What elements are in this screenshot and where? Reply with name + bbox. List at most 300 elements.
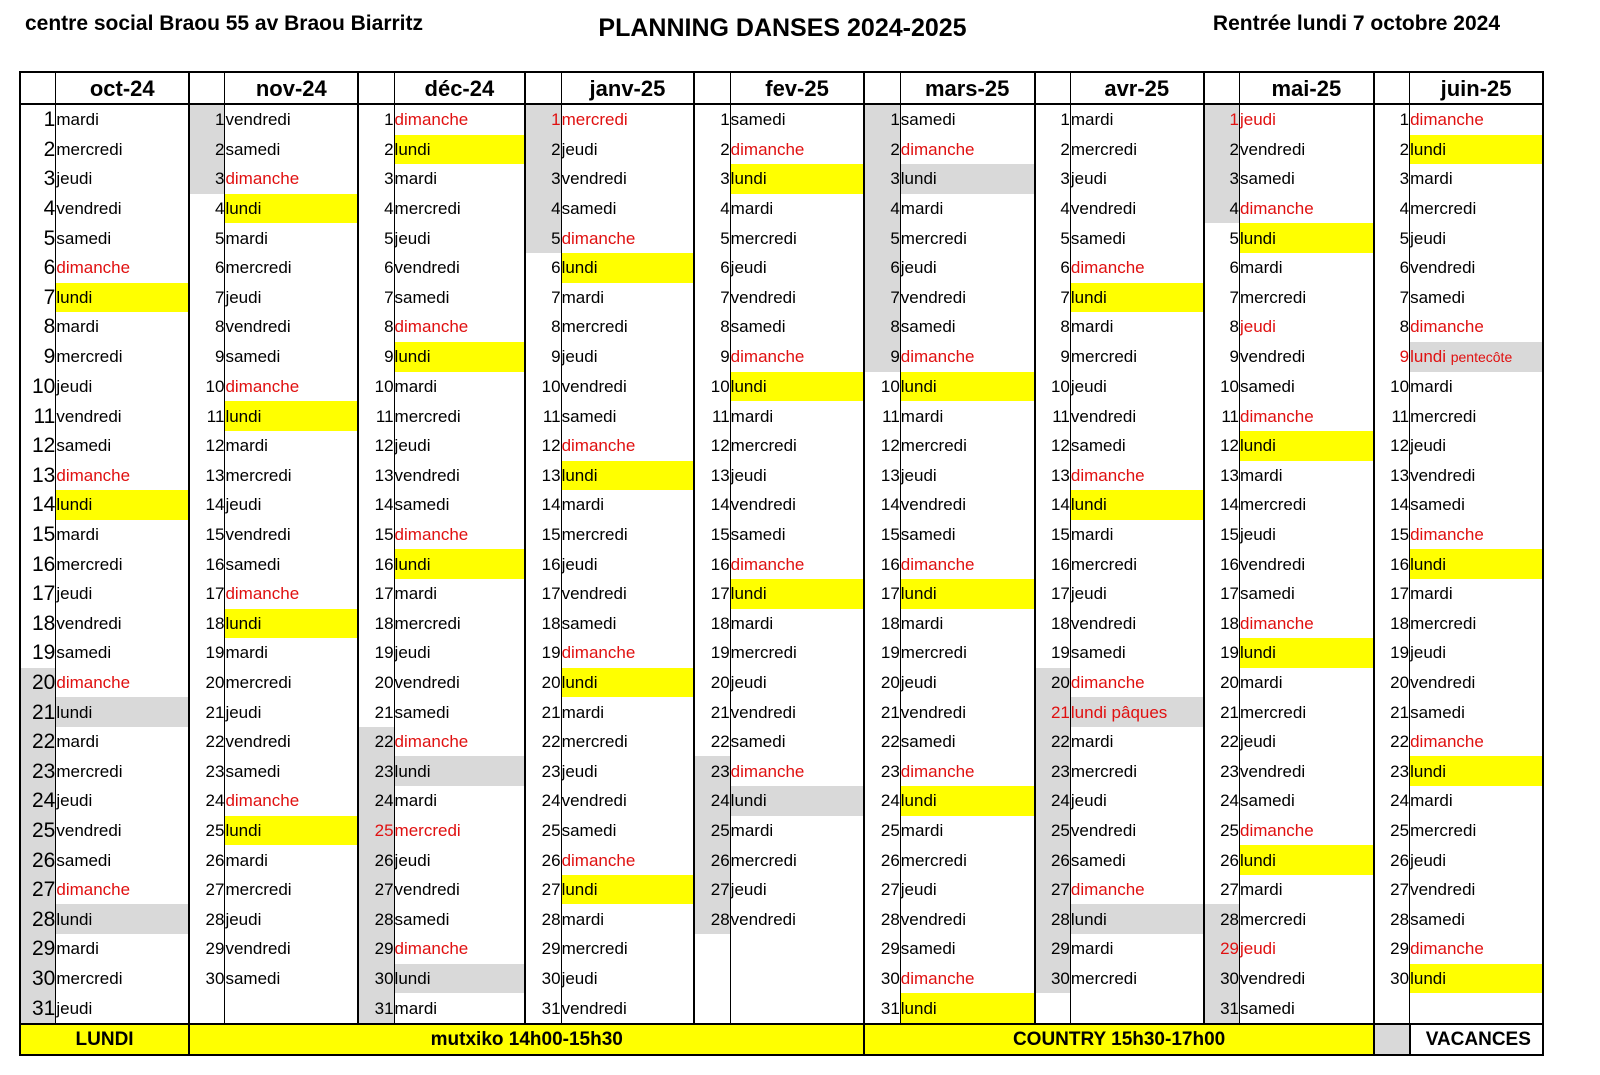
day-number: 23 <box>1204 756 1240 786</box>
day-number: 29 <box>1374 934 1410 964</box>
day-number: 26 <box>694 845 730 875</box>
weekday-cell: vendredi <box>730 904 864 934</box>
weekday-cell: mercredi <box>56 964 189 994</box>
weekday-cell: samedi <box>1070 223 1203 253</box>
calendar-row <box>20 312 1543 342</box>
weekday-cell: mardi <box>225 845 358 875</box>
weekday-cell: dimanche <box>730 549 864 579</box>
day-number: 23 <box>189 756 225 786</box>
day-number: 4 <box>1374 194 1410 224</box>
day-number: 10 <box>694 372 730 402</box>
day-number: 7 <box>189 283 225 313</box>
calendar-row <box>20 164 1543 194</box>
weekday-cell: mardi <box>900 816 1034 846</box>
weekday-cell <box>730 964 864 994</box>
weekday-cell: jeudi <box>900 253 1034 283</box>
weekday-cell: vendredi <box>1239 342 1373 372</box>
weekday-cell: vendredi <box>730 490 864 520</box>
weekday-cell: mardi <box>561 283 694 313</box>
day-number: 18 <box>864 609 900 639</box>
weekday-cell: mardi <box>730 194 864 224</box>
weekday-cell: dimanche <box>1410 312 1543 342</box>
weekday-cell: dimanche <box>561 845 694 875</box>
weekday-cell: lundi <box>730 579 864 609</box>
weekday-cell: mercredi <box>394 816 525 846</box>
day-number: 13 <box>1035 461 1071 491</box>
weekday-cell: jeudi <box>1239 727 1373 757</box>
weekday-cell: mercredi <box>56 342 189 372</box>
weekday-cell: dimanche <box>56 461 189 491</box>
day-number: 1 <box>358 104 394 135</box>
day-number: 10 <box>525 372 561 402</box>
day-number: 21 <box>864 697 900 727</box>
weekday-cell: samedi <box>1239 786 1373 816</box>
weekday-cell: dimanche <box>225 786 358 816</box>
day-number: 29 <box>864 934 900 964</box>
weekday-cell: mardi <box>225 431 358 461</box>
day-number: 11 <box>1204 401 1240 431</box>
weekday-cell: samedi <box>561 194 694 224</box>
day-number: 16 <box>864 549 900 579</box>
day-number: 3 <box>864 164 900 194</box>
weekday-cell: samedi <box>730 104 864 135</box>
day-number: 19 <box>525 638 561 668</box>
day-number: 21 <box>694 697 730 727</box>
weekday-cell: mercredi <box>561 727 694 757</box>
weekday-cell: mercredi <box>1070 135 1203 165</box>
weekday-cell: samedi <box>900 934 1034 964</box>
day-number: 9 <box>1204 342 1240 372</box>
day-number: 13 <box>864 461 900 491</box>
weekday-cell: mardi <box>56 934 189 964</box>
day-number: 14 <box>20 490 56 520</box>
calendar-row <box>20 609 1543 639</box>
day-number: 21 <box>358 697 394 727</box>
weekday-cell: dimanche <box>900 135 1034 165</box>
day-number: 2 <box>189 135 225 165</box>
weekday-cell: lundi <box>730 164 864 194</box>
day-number: 14 <box>358 490 394 520</box>
day-number: 30 <box>525 964 561 994</box>
day-number: 12 <box>525 431 561 461</box>
weekday-cell: jeudi <box>730 461 864 491</box>
weekday-cell: vendredi <box>56 609 189 639</box>
day-number: 9 <box>20 342 56 372</box>
weekday-cell: mercredi <box>561 312 694 342</box>
weekday-cell: dimanche <box>900 342 1034 372</box>
day-number: 22 <box>1204 727 1240 757</box>
weekday-cell: lundi <box>394 964 525 994</box>
weekday-cell: vendredi <box>1239 756 1373 786</box>
weekday-cell: mardi <box>225 223 358 253</box>
day-number: 26 <box>864 845 900 875</box>
day-number: 3 <box>694 164 730 194</box>
weekday-cell: vendredi <box>900 697 1034 727</box>
day-number: 31 <box>20 993 56 1024</box>
month-header: déc-24 <box>394 72 525 104</box>
weekday-cell: lundi <box>56 904 189 934</box>
day-number: 16 <box>1374 549 1410 579</box>
weekday-cell: lundi <box>1070 904 1203 934</box>
day-number: 22 <box>525 727 561 757</box>
weekday-cell: samedi <box>900 312 1034 342</box>
day-number: 31 <box>864 993 900 1024</box>
day-number: 22 <box>189 727 225 757</box>
weekday-cell: mercredi <box>730 638 864 668</box>
weekday-cell: vendredi <box>730 697 864 727</box>
weekday-cell: mercredi <box>730 431 864 461</box>
day-number: 28 <box>525 904 561 934</box>
day-number: 11 <box>189 401 225 431</box>
day-number: 30 <box>20 964 56 994</box>
calendar-row <box>20 372 1543 402</box>
start-date-note: Rentrée lundi 7 octobre 2024 <box>1212 12 1500 35</box>
weekday-cell: vendredi <box>561 579 694 609</box>
day-number: 17 <box>358 579 394 609</box>
day-number: 16 <box>189 549 225 579</box>
day-number: 25 <box>358 816 394 846</box>
weekday-cell: dimanche <box>1239 194 1373 224</box>
weekday-cell: samedi <box>394 283 525 313</box>
day-number: 14 <box>189 490 225 520</box>
day-number: 4 <box>864 194 900 224</box>
weekday-cell: mardi <box>730 816 864 846</box>
weekday-cell: lundi <box>1239 638 1373 668</box>
weekday-cell: lundi <box>225 816 358 846</box>
month-header-blank <box>864 72 900 104</box>
weekday-cell: dimanche <box>900 756 1034 786</box>
weekday-cell: vendredi <box>561 786 694 816</box>
weekday-cell: lundi pentecôte <box>1410 342 1543 372</box>
day-number: 24 <box>864 786 900 816</box>
day-number: 22 <box>1035 727 1071 757</box>
weekday-cell: jeudi <box>225 697 358 727</box>
weekday-cell: mardi <box>394 993 525 1024</box>
weekday-cell <box>1070 993 1203 1024</box>
day-number: 8 <box>694 312 730 342</box>
weekday-cell: jeudi <box>394 845 525 875</box>
weekday-cell: lundi <box>225 609 358 639</box>
weekday-cell: vendredi <box>394 668 525 698</box>
day-number: 9 <box>864 342 900 372</box>
day-number <box>694 964 730 994</box>
day-number: 1 <box>525 104 561 135</box>
weekday-cell: jeudi <box>1410 223 1543 253</box>
weekday-cell: dimanche <box>561 223 694 253</box>
day-number: 27 <box>864 875 900 905</box>
day-number: 6 <box>525 253 561 283</box>
calendar-row <box>20 520 1543 550</box>
day-number: 5 <box>358 223 394 253</box>
weekday-cell: jeudi <box>900 668 1034 698</box>
day-number: 26 <box>358 845 394 875</box>
weekday-cell: dimanche <box>900 549 1034 579</box>
day-number: 28 <box>864 904 900 934</box>
day-number: 15 <box>189 520 225 550</box>
legend-row <box>20 1024 1543 1055</box>
weekday-cell: jeudi <box>1070 579 1203 609</box>
weekday-cell: lundi <box>561 253 694 283</box>
weekday-cell: samedi <box>56 845 189 875</box>
weekday-cell: mercredi <box>561 520 694 550</box>
weekday-cell: samedi <box>1410 904 1543 934</box>
weekday-cell: lundi <box>394 135 525 165</box>
day-number: 25 <box>189 816 225 846</box>
weekday-cell: samedi <box>1239 579 1373 609</box>
weekday-cell: jeudi <box>56 164 189 194</box>
day-number: 5 <box>20 223 56 253</box>
month-header: mai-25 <box>1239 72 1373 104</box>
day-number: 9 <box>525 342 561 372</box>
weekday-cell: lundi <box>1410 964 1543 994</box>
calendar-row <box>20 904 1543 934</box>
weekday-cell: dimanche <box>1410 520 1543 550</box>
day-number: 10 <box>20 372 56 402</box>
day-number: 4 <box>694 194 730 224</box>
day-number: 29 <box>1035 934 1071 964</box>
day-number: 9 <box>358 342 394 372</box>
day-number: 23 <box>20 756 56 786</box>
month-header: fev-25 <box>730 72 864 104</box>
day-number: 26 <box>525 845 561 875</box>
weekday-cell: jeudi <box>56 579 189 609</box>
day-number: 27 <box>1374 875 1410 905</box>
day-number: 12 <box>1204 431 1240 461</box>
weekday-cell: mercredi <box>394 609 525 639</box>
day-number: 10 <box>358 372 394 402</box>
weekday-cell: samedi <box>561 816 694 846</box>
day-number: 19 <box>694 638 730 668</box>
weekday-cell: lundi <box>1239 845 1373 875</box>
weekday-cell: mardi <box>56 727 189 757</box>
weekday-cell: mardi <box>56 312 189 342</box>
day-number: 6 <box>20 253 56 283</box>
day-number: 28 <box>358 904 394 934</box>
day-number: 18 <box>358 609 394 639</box>
weekday-cell: samedi <box>730 727 864 757</box>
weekday-cell: dimanche <box>900 964 1034 994</box>
day-number: 1 <box>1374 104 1410 135</box>
weekday-cell: mardi <box>1239 668 1373 698</box>
day-number: 12 <box>358 431 394 461</box>
day-number: 25 <box>1035 816 1071 846</box>
dance-planning-calendar <box>19 71 1544 1056</box>
weekday-cell: mardi <box>394 164 525 194</box>
day-number: 25 <box>1204 816 1240 846</box>
legend-mutxiko: mutxiko 14h00-15h30 <box>189 1024 864 1055</box>
weekday-cell: mercredi <box>900 431 1034 461</box>
day-number: 14 <box>1035 490 1071 520</box>
weekday-cell: samedi <box>1410 283 1543 313</box>
weekday-cell: jeudi <box>900 875 1034 905</box>
weekday-cell: mardi <box>1070 312 1203 342</box>
day-number: 24 <box>525 786 561 816</box>
weekday-cell: lundi <box>394 342 525 372</box>
calendar-row <box>20 727 1543 757</box>
weekday-cell: dimanche <box>1410 104 1543 135</box>
weekday-cell: dimanche <box>1239 609 1373 639</box>
weekday-cell: vendredi <box>1410 253 1543 283</box>
weekday-cell: samedi <box>394 697 525 727</box>
weekday-cell: lundi <box>56 697 189 727</box>
weekday-cell: samedi <box>1410 697 1543 727</box>
day-number: 12 <box>694 431 730 461</box>
weekday-cell: lundi <box>394 549 525 579</box>
weekday-cell: jeudi <box>56 372 189 402</box>
day-number: 20 <box>1204 668 1240 698</box>
weekday-cell: mercredi <box>1410 816 1543 846</box>
weekday-cell: jeudi <box>225 904 358 934</box>
day-number: 22 <box>694 727 730 757</box>
day-number: 29 <box>358 934 394 964</box>
weekday-cell: mardi <box>1070 520 1203 550</box>
day-number: 1 <box>1035 104 1071 135</box>
day-number: 20 <box>1035 668 1071 698</box>
weekday-cell: vendredi <box>1070 401 1203 431</box>
day-number: 21 <box>525 697 561 727</box>
weekday-cell: jeudi <box>1410 431 1543 461</box>
weekday-cell: samedi <box>730 312 864 342</box>
day-number: 15 <box>1374 520 1410 550</box>
day-number: 8 <box>358 312 394 342</box>
day-number: 23 <box>525 756 561 786</box>
day-number: 17 <box>189 579 225 609</box>
legend-lundi: LUNDI <box>20 1024 189 1055</box>
weekday-cell: jeudi <box>1410 845 1543 875</box>
weekday-cell: mercredi <box>561 934 694 964</box>
weekday-cell: jeudi <box>730 253 864 283</box>
day-number: 31 <box>358 993 394 1024</box>
calendar-row <box>20 964 1543 994</box>
weekday-cell: mardi <box>1410 164 1543 194</box>
day-number: 11 <box>20 401 56 431</box>
day-number <box>189 993 225 1024</box>
weekday-cell: vendredi <box>561 993 694 1024</box>
day-number: 28 <box>1035 904 1071 934</box>
day-number: 12 <box>864 431 900 461</box>
weekday-cell: dimanche <box>394 934 525 964</box>
day-number: 23 <box>358 756 394 786</box>
day-number: 17 <box>1035 579 1071 609</box>
day-number: 26 <box>189 845 225 875</box>
day-number: 26 <box>1204 845 1240 875</box>
day-number: 4 <box>358 194 394 224</box>
weekday-cell: lundi <box>1410 756 1543 786</box>
calendar-row <box>20 104 1543 135</box>
weekday-cell: lundi pâques <box>1070 697 1203 727</box>
day-number <box>1374 993 1410 1024</box>
month-header: nov-24 <box>225 72 358 104</box>
weekday-cell: dimanche <box>730 342 864 372</box>
weekday-cell: mercredi <box>1410 401 1543 431</box>
day-number: 10 <box>189 372 225 402</box>
day-number: 27 <box>694 875 730 905</box>
calendar-row <box>20 816 1543 846</box>
day-number: 2 <box>1035 135 1071 165</box>
weekday-cell: mardi <box>1070 104 1203 135</box>
day-number: 13 <box>358 461 394 491</box>
day-number: 10 <box>1204 372 1240 402</box>
day-number: 11 <box>1374 401 1410 431</box>
day-number: 22 <box>358 727 394 757</box>
day-number: 1 <box>20 104 56 135</box>
weekday-cell: vendredi <box>900 904 1034 934</box>
weekday-cell: jeudi <box>1070 164 1203 194</box>
day-number: 23 <box>1035 756 1071 786</box>
weekday-cell: lundi <box>730 372 864 402</box>
day-number: 18 <box>189 609 225 639</box>
weekday-cell: mercredi <box>1410 194 1543 224</box>
day-number: 19 <box>20 638 56 668</box>
day-number: 7 <box>1204 283 1240 313</box>
day-number: 24 <box>1204 786 1240 816</box>
weekday-cell: samedi <box>1070 638 1203 668</box>
weekday-cell: mercredi <box>56 135 189 165</box>
day-number: 14 <box>1204 490 1240 520</box>
day-number: 20 <box>525 668 561 698</box>
day-number: 14 <box>864 490 900 520</box>
day-number: 12 <box>189 431 225 461</box>
day-number: 5 <box>1035 223 1071 253</box>
day-number: 8 <box>1204 312 1240 342</box>
weekday-cell: dimanche <box>730 135 864 165</box>
day-number: 13 <box>1204 461 1240 491</box>
weekday-cell: jeudi <box>561 756 694 786</box>
weekday-cell: lundi <box>1410 549 1543 579</box>
day-number: 15 <box>525 520 561 550</box>
day-number: 23 <box>694 756 730 786</box>
weekday-cell <box>730 993 864 1024</box>
weekday-cell: vendredi <box>225 934 358 964</box>
weekday-cell: mardi <box>394 372 525 402</box>
day-number: 3 <box>358 164 394 194</box>
calendar-row <box>20 756 1543 786</box>
weekday-cell: mercredi <box>1070 549 1203 579</box>
day-number: 7 <box>1374 283 1410 313</box>
day-number: 27 <box>1035 875 1071 905</box>
weekday-cell: dimanche <box>1239 816 1373 846</box>
weekday-cell: mercredi <box>225 875 358 905</box>
month-header-blank <box>525 72 561 104</box>
day-number: 5 <box>864 223 900 253</box>
weekday-cell: mardi <box>561 904 694 934</box>
weekday-cell: jeudi <box>56 993 189 1024</box>
weekday-cell: jeudi <box>1239 104 1373 135</box>
weekday-cell: mardi <box>1410 579 1543 609</box>
weekday-cell: dimanche <box>1070 668 1203 698</box>
day-number: 31 <box>1204 993 1240 1024</box>
weekday-cell: samedi <box>225 135 358 165</box>
day-number: 7 <box>358 283 394 313</box>
calendar-row <box>20 490 1543 520</box>
day-number: 5 <box>525 223 561 253</box>
day-number: 30 <box>358 964 394 994</box>
weekday-cell: lundi <box>1239 223 1373 253</box>
weekday-cell: samedi <box>56 223 189 253</box>
weekday-cell: jeudi <box>1070 372 1203 402</box>
day-number: 10 <box>1035 372 1071 402</box>
calendar-row <box>20 668 1543 698</box>
weekday-cell: mardi <box>1239 253 1373 283</box>
weekday-cell <box>1410 993 1543 1024</box>
weekday-cell: dimanche <box>1410 727 1543 757</box>
day-number: 20 <box>694 668 730 698</box>
weekday-cell: samedi <box>1070 431 1203 461</box>
weekday-cell: dimanche <box>394 104 525 135</box>
day-number: 17 <box>694 579 730 609</box>
calendar-row <box>20 579 1543 609</box>
weekday-cell: dimanche <box>1070 461 1203 491</box>
